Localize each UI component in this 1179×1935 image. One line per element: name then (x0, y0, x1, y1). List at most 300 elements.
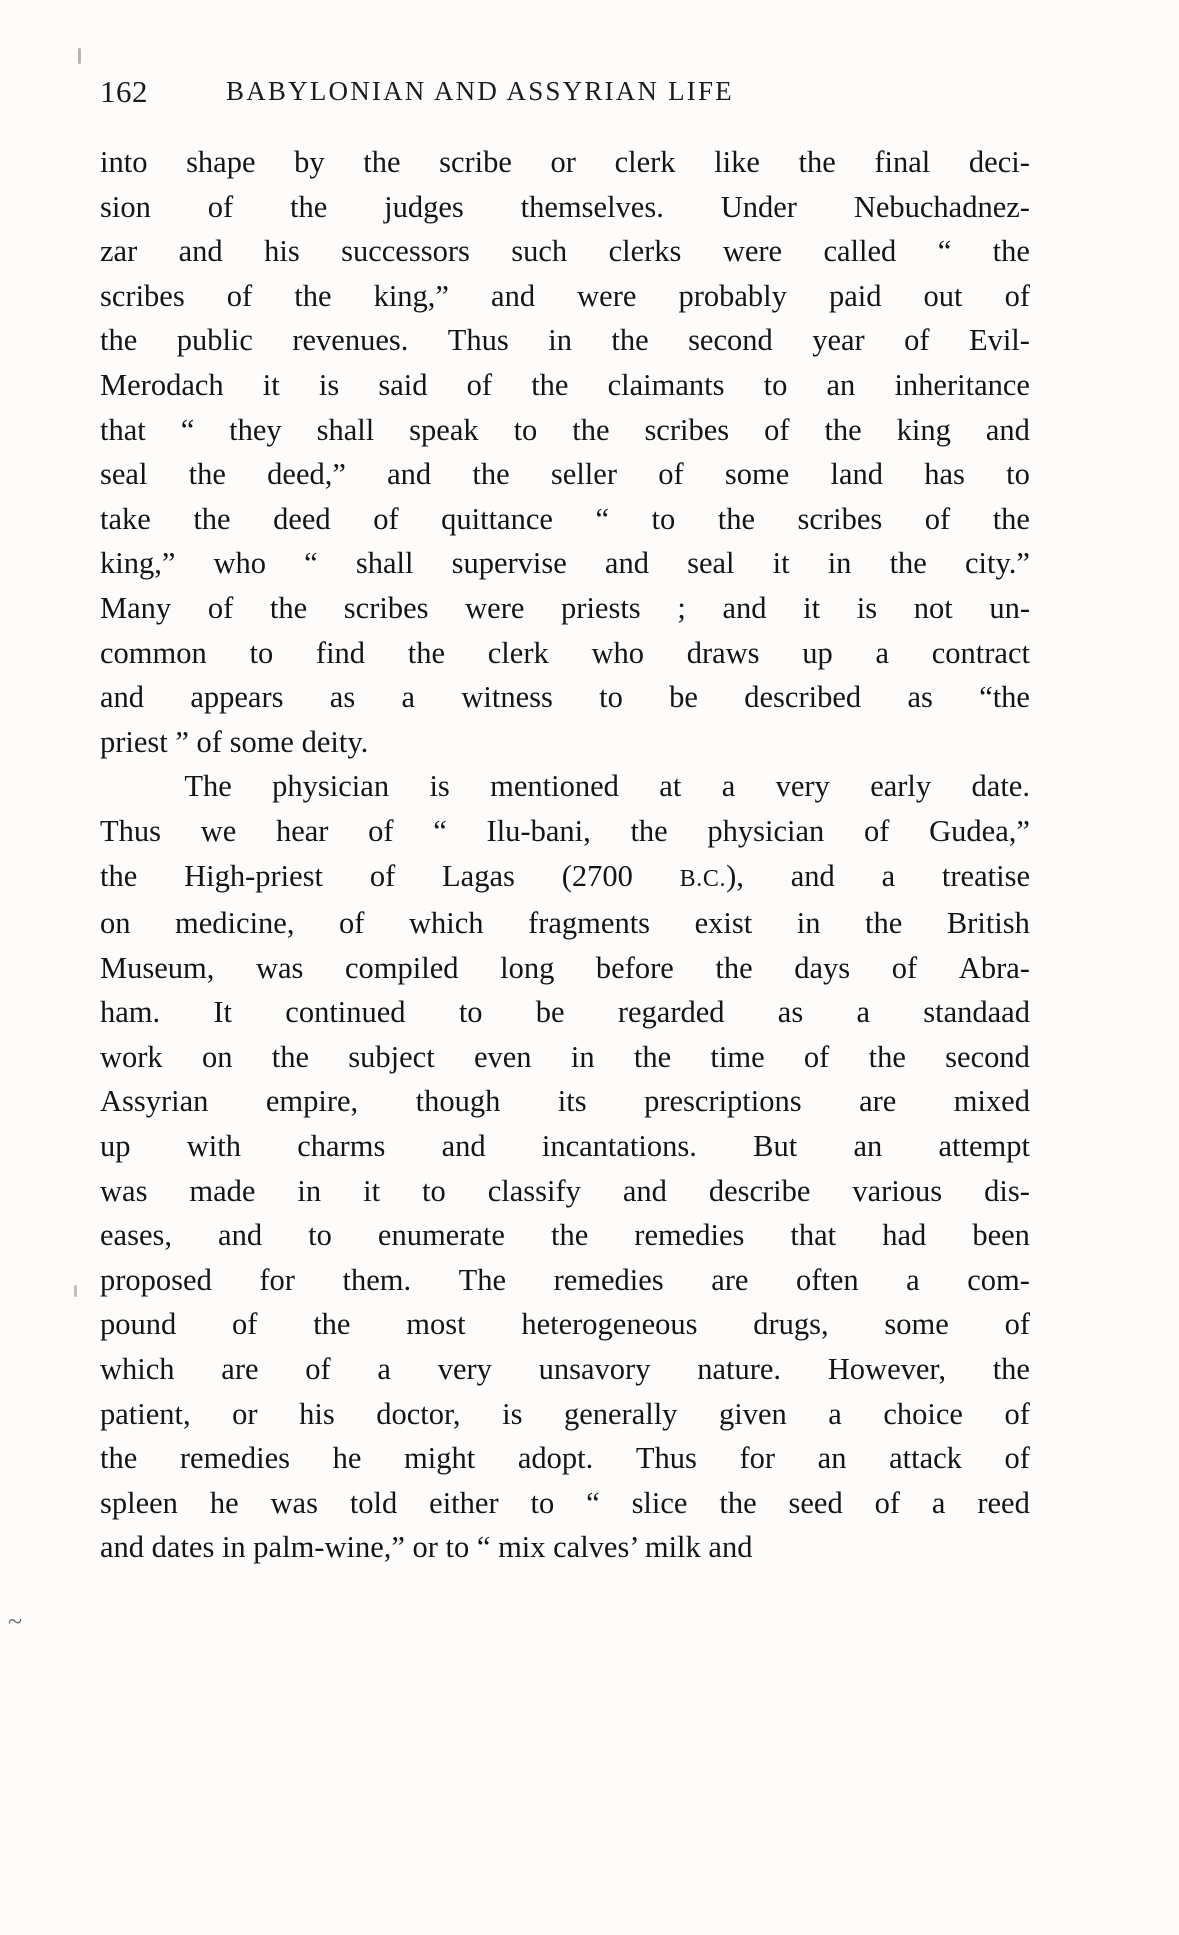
text-line (100, 363, 1030, 408)
text-run: Under (720, 189, 797, 224)
text-run: second (945, 1039, 1030, 1074)
text-run: the (865, 906, 903, 941)
text-line (100, 229, 1030, 274)
text-run: to (513, 412, 538, 447)
text-run: in (827, 546, 852, 581)
text-run: treatise (941, 858, 1030, 893)
text-run: priest ” of some deity. (100, 724, 369, 759)
text-run: of (864, 813, 890, 848)
text-run: though (415, 1084, 501, 1119)
text-run: High-priest (184, 858, 323, 893)
text-run: and (985, 412, 1030, 447)
text-run: clerk (487, 635, 549, 670)
text-line (100, 764, 1030, 809)
text-run: reed (977, 1485, 1030, 1520)
running-head: BABYLONIAN AND ASSYRIAN LIFE (226, 76, 734, 106)
text-run: regarded (617, 995, 725, 1030)
text-run: doctor, (376, 1396, 461, 1431)
text-run: the (290, 189, 328, 224)
text-run: “ (595, 501, 609, 536)
text-run: clerk (614, 145, 676, 179)
text-run: and (178, 234, 223, 269)
text-run: Lagas (442, 858, 515, 893)
text-run: and dates in palm-wine,” or to “ mix calves’ milk and (100, 1530, 753, 1565)
text-run: that (790, 1218, 837, 1253)
text-run: the (719, 1485, 757, 1520)
text-line (100, 1035, 1030, 1080)
text-line (100, 541, 1030, 586)
text-run: clerks (608, 234, 682, 269)
text-run: as (329, 680, 356, 715)
text-line (100, 809, 1030, 854)
text-run: Gudea,” (929, 813, 1030, 848)
text-run: final (874, 145, 931, 179)
text-line (100, 631, 1030, 676)
text-run: un- (989, 590, 1030, 625)
text-run: in (548, 323, 572, 358)
text-run: compiled (345, 950, 459, 985)
text-run: classify (487, 1173, 581, 1208)
text-run: days (794, 950, 851, 985)
text-run: at (659, 769, 682, 804)
text-run: and (100, 680, 145, 715)
text-line (100, 1213, 1030, 1258)
text-run: the (992, 234, 1030, 269)
text-run: Thus (635, 1441, 697, 1476)
text-run: for (259, 1262, 295, 1297)
text-run: land (830, 457, 884, 492)
text-run: claimants (607, 367, 725, 402)
text-run: paid (828, 278, 882, 313)
text-run: it (803, 590, 821, 625)
text-run: various (852, 1173, 943, 1208)
text-run: deed,” (267, 457, 346, 492)
text-run: of (891, 950, 918, 985)
text-run: dis- (984, 1173, 1030, 1208)
text-run: adopt. (517, 1441, 594, 1476)
text-run: physician (272, 769, 390, 804)
text-run: had (882, 1218, 927, 1253)
text-run: of (764, 412, 790, 447)
text-run: Thus (447, 323, 509, 358)
text-run: scribes (343, 590, 429, 625)
text-run: to (458, 995, 483, 1030)
text-run: incantations. (541, 1129, 697, 1164)
text-run: supervise (451, 546, 567, 581)
text-run: of (1004, 1396, 1030, 1431)
text-line (100, 854, 1030, 902)
page-content (100, 60, 1100, 1570)
text-run: told (349, 1485, 398, 1520)
text-run: Merodach (100, 367, 224, 402)
text-run: common (100, 635, 207, 670)
text-run: date. (971, 769, 1030, 804)
text-run: which (408, 906, 484, 941)
text-run: the (363, 145, 401, 179)
text-run: Assyrian (100, 1084, 209, 1119)
text-line (100, 1079, 1030, 1124)
text-run: time (710, 1039, 765, 1074)
text-line (100, 990, 1030, 1035)
text-line (100, 675, 1030, 720)
text-run: generally (563, 1396, 678, 1431)
text-run: describe (708, 1173, 811, 1208)
text-run: into (100, 145, 148, 179)
text-run: seal (100, 457, 148, 492)
text-run: seller (550, 457, 617, 492)
text-run: with (186, 1129, 241, 1164)
text-run: and (387, 457, 432, 492)
text-run: the (889, 546, 927, 581)
text-run: early (870, 769, 932, 804)
text-run: It (213, 995, 233, 1030)
paragraph-2 (100, 764, 1030, 1570)
text-line (100, 1436, 1030, 1481)
text-run: subject (348, 1039, 435, 1074)
text-run: of (1004, 1307, 1030, 1342)
text-run: the (271, 1039, 310, 1074)
text-run: Evil- (968, 323, 1030, 358)
text-run: the (630, 813, 668, 848)
text-line (100, 1124, 1030, 1169)
text-run: the (717, 501, 756, 536)
text-run: and (604, 546, 649, 581)
text-run: successors (341, 234, 470, 269)
text-line (100, 946, 1030, 991)
text-run: the (798, 145, 836, 179)
text-run: its (557, 1084, 587, 1119)
text-run: of (658, 457, 684, 492)
text-run: a (828, 1396, 842, 1431)
page-speck-top (78, 48, 81, 64)
text-run: the (407, 635, 446, 670)
text-run: in (796, 906, 821, 941)
text-run: of (904, 323, 930, 358)
text-run: probably (678, 278, 787, 313)
text-run: (2700 (561, 858, 633, 893)
text-run: mentioned (490, 769, 619, 804)
text-run: seed (788, 1485, 843, 1520)
text-run: B.C.), (679, 858, 744, 893)
text-run: themselves. (520, 189, 664, 224)
text-run: very (437, 1352, 492, 1387)
text-line (100, 1481, 1030, 1526)
text-run: slice (631, 1485, 688, 1520)
text-run: com- (967, 1262, 1030, 1297)
text-run: a (377, 1352, 391, 1387)
text-run: “ (180, 412, 195, 447)
text-run: were (722, 234, 783, 269)
text-run: Museum, (100, 950, 215, 985)
text-run: are (221, 1352, 259, 1387)
text-run: was (255, 950, 304, 985)
text-run: up (802, 635, 833, 670)
text-run: is (856, 590, 878, 625)
text-run: the (193, 501, 231, 536)
text-run: to (599, 680, 623, 715)
text-run: appears (190, 680, 284, 715)
text-run: was (270, 1485, 318, 1520)
text-run: enumerate (377, 1218, 505, 1253)
text-run: of (373, 501, 399, 536)
text-run: in (570, 1039, 595, 1074)
text-run: attack (889, 1441, 962, 1476)
text-run: the (188, 457, 226, 492)
paragraph-indent (100, 764, 144, 809)
page-speck-mid (74, 1285, 77, 1297)
text-run: very (775, 769, 830, 804)
text-run: But (753, 1129, 798, 1164)
text-run: shall (316, 412, 375, 447)
text-run: work (100, 1039, 163, 1074)
text-run: a (875, 635, 890, 670)
text-run: charms (297, 1129, 386, 1164)
text-run: an (853, 1129, 883, 1164)
text-run: the (269, 590, 308, 625)
text-run: pound (100, 1307, 177, 1342)
text-run: he (209, 1485, 239, 1520)
text-run: year (812, 323, 865, 358)
text-run: often (795, 1262, 859, 1297)
text-run: it (262, 367, 280, 402)
text-run: were (465, 590, 525, 625)
text-run: the (100, 323, 138, 358)
text-run: “ (304, 546, 318, 581)
text-run: such (511, 234, 568, 269)
text-run: by (294, 145, 325, 179)
text-run: physician (707, 813, 825, 848)
text-run: Many (100, 590, 172, 625)
text-run: king,” (100, 546, 176, 581)
text-run: revenues. (292, 323, 409, 358)
text-run: deed (273, 501, 331, 536)
text-run: attempt (938, 1129, 1030, 1164)
text-run: a (401, 680, 416, 715)
page-number: 162 (100, 74, 148, 109)
text-run: up (100, 1129, 131, 1164)
text-run: most (406, 1307, 466, 1342)
text-run: made (189, 1173, 256, 1208)
text-run: shall (355, 546, 414, 581)
text-run: empire, (265, 1084, 359, 1119)
text-run: deci- (968, 145, 1030, 179)
text-line (100, 408, 1030, 453)
text-run: “the (979, 680, 1030, 715)
text-run: of (232, 1307, 258, 1342)
text-run: before (595, 950, 674, 985)
text-run: the (715, 950, 753, 985)
text-run: Ilu-bani, (486, 813, 591, 848)
text-run: it (772, 546, 790, 581)
text-line (100, 1258, 1030, 1303)
text-run: the (100, 1441, 138, 1476)
text-run: the (633, 1039, 672, 1074)
text-run: them. (342, 1262, 412, 1297)
text-run: and (491, 278, 536, 313)
text-run: as (777, 995, 804, 1030)
text-run: his (264, 234, 300, 269)
text-run: patient, (100, 1396, 191, 1431)
text-run: of (1004, 1441, 1030, 1476)
text-run: inheritance (894, 367, 1030, 402)
text-run: However, (827, 1352, 946, 1387)
text-run: take (100, 501, 151, 536)
text-run: his (299, 1396, 335, 1431)
text-run: mixed (953, 1084, 1030, 1119)
text-run: was (100, 1173, 148, 1208)
text-run: choice (883, 1396, 963, 1431)
text-run: Abra- (958, 950, 1030, 985)
text-run: for (739, 1441, 776, 1476)
text-run: on (100, 906, 131, 941)
text-run: second (688, 323, 773, 358)
text-run: a (856, 995, 870, 1030)
text-line (100, 586, 1030, 631)
text-run: of (226, 278, 253, 313)
text-run: remedies (634, 1218, 745, 1253)
text-run: of (803, 1039, 830, 1074)
text-run: been (972, 1218, 1030, 1253)
text-run: king,” (373, 278, 449, 313)
text-run: quittance (441, 501, 553, 536)
text-line (100, 140, 1030, 185)
text-run: shape (186, 145, 256, 179)
text-run: the (472, 457, 510, 492)
text-run: “ (586, 1485, 600, 1520)
text-run: are (859, 1084, 897, 1119)
text-line (100, 452, 1030, 497)
text-run: they (229, 412, 282, 447)
text-run: the (531, 367, 569, 402)
text-run: is (502, 1396, 523, 1431)
text-run: are (711, 1262, 749, 1297)
text-run: and (790, 858, 835, 893)
text-run: ham. (100, 995, 161, 1030)
text-run: witness (461, 680, 553, 715)
paragraph-1 (100, 140, 1030, 764)
text-run: has (924, 457, 965, 492)
text-line (100, 318, 1030, 363)
text-run: continued (285, 995, 406, 1030)
text-run: some (884, 1307, 949, 1342)
text-run: remedies (179, 1441, 290, 1476)
text-line (100, 1169, 1030, 1214)
text-run: scribe (439, 145, 512, 179)
text-run: described (744, 680, 862, 715)
text-line (100, 1392, 1030, 1437)
text-run: is (429, 769, 450, 804)
text-run: “ (433, 813, 447, 848)
text-line (100, 1525, 1030, 1570)
text-run: of (207, 590, 234, 625)
text-run: which (100, 1352, 175, 1387)
text-run: or (550, 145, 576, 179)
text-run: the (550, 1218, 589, 1253)
text-run: find (315, 635, 366, 670)
text-run: The (458, 1262, 507, 1297)
text-run: of (368, 813, 394, 848)
text-run: a (881, 858, 896, 893)
text-run: Thus (100, 813, 161, 848)
text-run: the (611, 323, 649, 358)
text-run: and (218, 1218, 263, 1253)
page-header (100, 60, 1100, 120)
text-line (100, 185, 1030, 230)
text-run: the (992, 1352, 1030, 1387)
text-run: of (874, 1485, 901, 1520)
small-caps-run: B.C. (679, 865, 727, 892)
text-line (100, 901, 1030, 946)
text-run: he (332, 1441, 362, 1476)
text-run: zar (100, 234, 138, 269)
text-run: medicine, (175, 906, 295, 941)
text-run: of (305, 1352, 331, 1387)
text-line (100, 497, 1030, 542)
text-run: in (297, 1173, 322, 1208)
text-line (100, 720, 1030, 765)
text-run: on (201, 1039, 233, 1074)
text-run: it (363, 1173, 381, 1208)
text-run: an (817, 1441, 847, 1476)
text-run: proposed (100, 1262, 212, 1297)
text-run: like (714, 145, 760, 179)
text-run: either (429, 1485, 499, 1520)
text-run: to (651, 501, 676, 536)
text-line (100, 1347, 1030, 1392)
text-run: who (213, 546, 267, 581)
text-run: even (473, 1039, 532, 1074)
text-run: nature. (697, 1352, 782, 1387)
text-run: The (184, 769, 232, 804)
text-run: drugs, (753, 1307, 829, 1342)
text-run: as (907, 680, 933, 715)
text-run: to (308, 1218, 332, 1253)
text-run: sion (100, 189, 151, 224)
text-run: fragments (528, 906, 651, 941)
text-run: were (577, 278, 637, 313)
text-run: judges (384, 189, 464, 224)
text-run: ; (677, 590, 686, 625)
text-run: of (924, 501, 951, 536)
text-run: a (931, 1485, 946, 1520)
text-run: eases, (100, 1218, 172, 1253)
text-run: priests (561, 590, 641, 625)
text-run: is (318, 367, 340, 402)
text-run: exist (694, 906, 753, 941)
text-run: an (826, 367, 856, 402)
text-run: given (718, 1396, 787, 1431)
text-run: not (913, 590, 953, 625)
text-run: that (100, 412, 146, 447)
margin-mark: ~ (8, 1607, 23, 1636)
text-run: “ (937, 234, 952, 269)
text-run: seal (687, 546, 735, 581)
text-run: remedies (553, 1262, 664, 1297)
text-run: speak (409, 412, 479, 447)
text-run: to (530, 1485, 555, 1520)
text-run: king (896, 412, 951, 447)
text-run: standaad (923, 995, 1030, 1030)
text-run: scribes (644, 412, 730, 447)
text-line (100, 1302, 1030, 1347)
text-run: to (249, 635, 274, 670)
text-run: of (369, 858, 396, 893)
text-run: draws (686, 635, 760, 670)
text-run: public (176, 323, 253, 358)
text-run: and (722, 590, 767, 625)
text-run: spleen (100, 1485, 178, 1520)
text-run: the (868, 1039, 906, 1074)
